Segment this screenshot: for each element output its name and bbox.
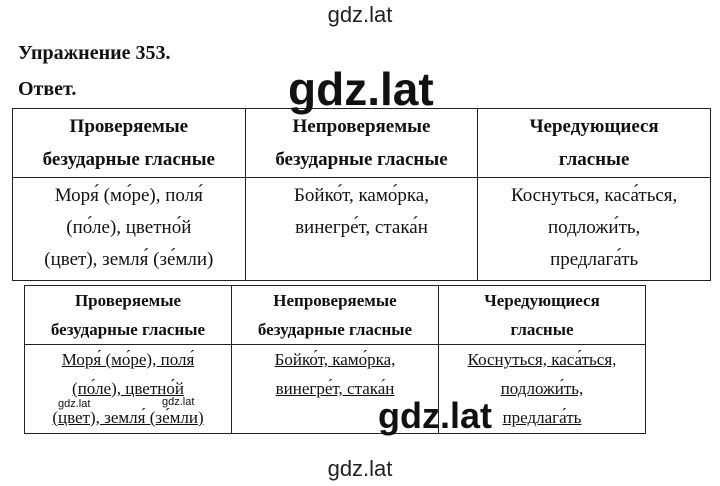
header-line: гласные — [510, 320, 574, 339]
cell-checked-vowels — [13, 178, 246, 281]
cell-line: Моря́ (мо́ре), поля́ — [54, 185, 203, 206]
cell-line: винегре́т, стака́н — [275, 379, 395, 398]
cell-line: винегре́т, стака́н — [295, 217, 428, 238]
cell-line: Моря́ (мо́ре), поля́ — [61, 350, 195, 369]
header-line: Непроверяемые — [273, 291, 397, 310]
watermark-bottom: gdz.lat — [327, 456, 393, 481]
header-line: безударные гласные — [257, 320, 413, 339]
cell-checked-vowels — [25, 345, 232, 434]
answer-table-typed — [12, 108, 711, 281]
watermark-large: gdz.lat — [288, 63, 434, 115]
cell-line: (по́ле), цветно́й — [72, 379, 184, 398]
table-header-row — [13, 109, 711, 178]
cell-line: Бойко́т, камо́рка, — [274, 350, 396, 369]
header-line: Проверяемые — [69, 116, 189, 137]
watermark-small: gdz.lat — [162, 396, 195, 408]
cell-line: (цвет), земля́ (зе́мли) — [52, 408, 204, 427]
header-line: гласные — [558, 149, 630, 170]
table-row — [25, 345, 646, 434]
cell-line: Бойко́т, камо́рка, — [293, 185, 429, 206]
cell-line: подложи́ть, — [500, 379, 584, 398]
watermark-small: gdz.lat — [58, 398, 91, 410]
header-line: безударные гласные — [42, 149, 215, 170]
cell-line: предлага́ть — [502, 408, 582, 427]
cell-alternating-vowels — [478, 178, 711, 281]
cell-line: (по́ле), цветно́й — [66, 217, 192, 238]
header-line: Чередующиеся — [484, 291, 600, 310]
header-alternating-vowels — [478, 109, 711, 178]
header-line: безударные гласные — [50, 320, 206, 339]
watermark-top: gdz.lat — [327, 2, 393, 27]
cell-line: подложи́ть, — [548, 217, 641, 238]
exercise-title: Упражнение 353. — [18, 42, 171, 64]
header-alternating-vowels — [439, 286, 646, 345]
cell-unchecked-vowels — [245, 178, 478, 281]
header-line: безударные гласные — [275, 149, 448, 170]
answer-table-marked — [24, 285, 646, 434]
header-unchecked-vowels — [245, 109, 478, 178]
cell-line: Коснуться, каса́ться, — [467, 350, 617, 369]
header-line: Чередующиеся — [529, 116, 659, 137]
answer-label: Ответ. — [18, 78, 77, 100]
header-checked-vowels — [25, 286, 232, 345]
cell-line: (цвет), земля́ (зе́мли) — [44, 249, 214, 270]
header-unchecked-vowels — [232, 286, 439, 345]
table-header-row — [25, 286, 646, 345]
cell-line: Коснуться, каса́ться, — [510, 185, 678, 206]
header-checked-vowels — [13, 109, 246, 178]
cell-line: предлага́ть — [550, 249, 639, 270]
header-line: Проверяемые — [74, 291, 182, 310]
watermark-large-bottom: gdz.lat — [378, 395, 492, 436]
header-line: Непроверяемые — [292, 116, 431, 137]
table-row — [13, 178, 711, 281]
